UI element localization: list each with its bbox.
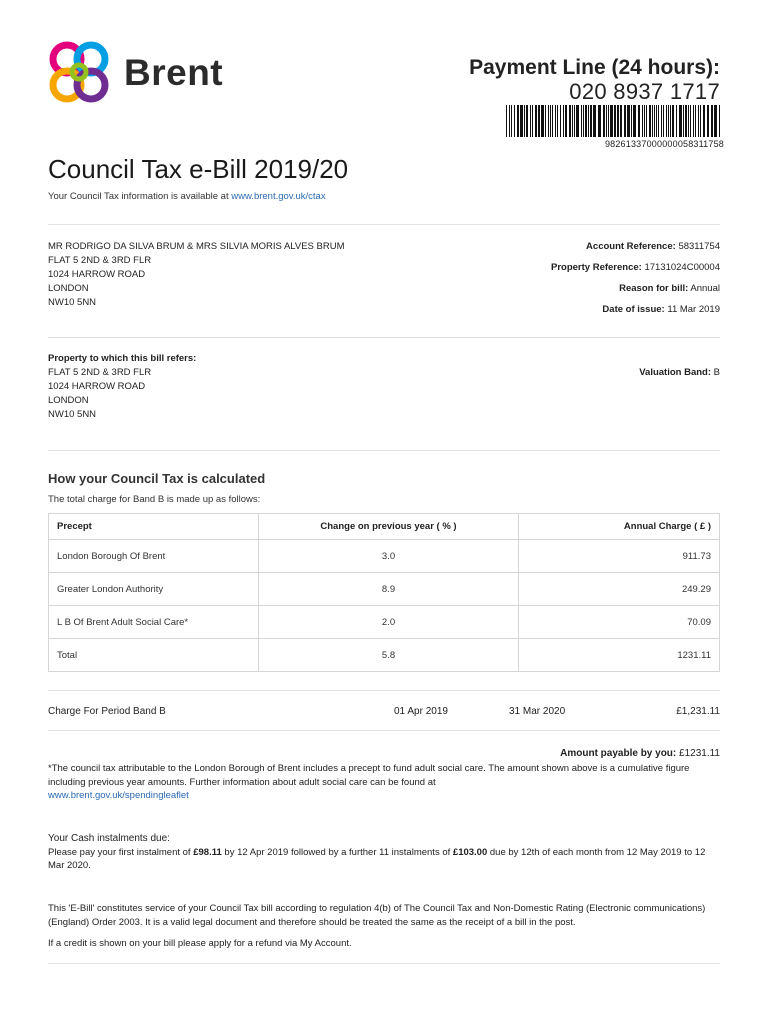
barcode-bar: [598, 105, 601, 137]
subtitle-text: Your Council Tax information is available at: [48, 191, 229, 202]
recipient-line: FLAT 5 2ND & 3RD FLR: [48, 255, 152, 266]
barcode-bar: [538, 105, 540, 137]
property-reference: Property Reference: 17131024C00004: [551, 262, 720, 273]
barcode-bar: [654, 105, 655, 137]
barcode-bar: [585, 105, 587, 137]
barcode-bar: [550, 105, 551, 137]
barcode-bar: [608, 105, 609, 137]
column-header: Annual Charge ( £ ): [519, 514, 720, 540]
barcode-bar: [563, 105, 564, 137]
column-header: Precept: [49, 514, 259, 540]
valuation-band: Valuation Band: B: [639, 367, 720, 378]
barcode-bar: [509, 105, 510, 137]
barcode-bar: [617, 105, 619, 137]
property-line: 1024 HARROW ROAD: [48, 381, 146, 392]
barcode-bar: [565, 105, 567, 137]
barcode-bar: [603, 105, 605, 137]
property-heading: Property to which this bill refers:: [48, 353, 197, 364]
barcode-bar: [627, 105, 630, 137]
barcode-bar: [560, 105, 561, 137]
barcode-bar: [606, 105, 607, 137]
barcode-bar: [557, 105, 558, 137]
barcode-bar: [661, 105, 662, 137]
property-line: FLAT 5 2ND & 3RD FLR: [48, 367, 152, 378]
barcode-bar: [719, 105, 720, 137]
instalments: [48, 832, 724, 873]
period-label: Charge For Period Band B: [48, 706, 166, 717]
barcode-bar: [541, 105, 544, 137]
barcode-bar: [663, 105, 664, 137]
divider: [48, 963, 720, 964]
divider: [48, 690, 720, 691]
barcode-bar: [520, 105, 523, 137]
legal-notice: This 'E-Bill' constitutes service of your Council Tax bill according to regulation 4(b) of The Council Tax and Non-Domestic Rating (Electronic communications) (England) Order 2003. It is a valid legal document and therefore should be treated the same as the receipt of a bill in the post.: [48, 903, 706, 928]
page-subtitle: [48, 191, 326, 202]
precept-table: [48, 513, 720, 672]
barcode-bar: [620, 105, 622, 137]
barcode-bar: [514, 105, 515, 137]
recipient-line: 1024 HARROW ROAD: [48, 269, 146, 280]
barcode-bar: [552, 105, 553, 137]
credit-notice: If a credit is shown on your bill please apply for a refund via My Account.: [48, 938, 352, 949]
recipient-line: LONDON: [48, 283, 89, 294]
barcode-bar: [693, 105, 694, 137]
barcode-number: 98261337000000058311758: [604, 139, 724, 149]
divider: [48, 224, 720, 225]
footnote-text: *The council tax attributable to the London Borough of Brent includes a precept to fund adult social care. The amount shown above is a cumulative figure including previous year amounts. Further information about adult social care can be found at: [48, 763, 690, 788]
barcode-bar: [590, 105, 592, 137]
table-header-row: [49, 514, 720, 540]
property-line: NW10 5NN: [48, 409, 97, 420]
adult-social-care-note: [48, 762, 724, 803]
divider: [48, 730, 720, 731]
barcode-bar: [610, 105, 613, 137]
barcode-bar: [588, 105, 589, 137]
account-reference: Account Reference: 58311754: [586, 241, 720, 252]
barcode-bar: [695, 105, 696, 137]
payment-line-label: Payment Line (24 hours):: [469, 56, 720, 79]
property-address: [48, 352, 196, 422]
precept-charge: 70.09: [519, 606, 720, 639]
precept-name: L B Of Brent Adult Social Care*: [49, 606, 259, 639]
barcode-bar: [517, 105, 519, 137]
barcode-bar: [569, 105, 571, 137]
barcode-bar: [656, 105, 657, 137]
instalments-text: Please pay your first instalment of £98.11 by 12 Apr 2019 followed by a further 11 instalments of £103.00 due by 12th of each month from 12 May 2019 to 12 Mar 2020.: [48, 846, 706, 871]
ctax-link[interactable]: www.brent.gov.uk/ctax: [231, 191, 326, 202]
barcode-bar: [614, 105, 616, 137]
barcode-bar: [548, 105, 549, 137]
instalments-heading: Your Cash instalments due:: [48, 833, 170, 844]
barcode-bar: [676, 105, 677, 137]
barcode-bar: [511, 105, 512, 137]
barcode-bar: [700, 105, 701, 137]
barcode-bar: [711, 105, 713, 137]
barcode-bar: [624, 105, 626, 137]
barcode-bar: [670, 105, 671, 137]
period-to: 31 Mar 2020: [509, 706, 566, 717]
barcode-bar: [698, 105, 699, 137]
barcode-bar: [572, 105, 573, 137]
precept-change: 2.0: [259, 606, 519, 639]
recipient-line: NW10 5NN: [48, 297, 97, 308]
barcode-bar: [524, 105, 525, 137]
barcode-bar: [576, 105, 579, 137]
barcode-bar: [703, 105, 705, 137]
precept-change: 8.9: [259, 573, 519, 606]
barcode-bar: [555, 105, 556, 137]
barcode-bar: [535, 105, 537, 137]
barcode-bar: [532, 105, 533, 137]
page-title: Council Tax e-Bill 2019/20: [48, 154, 349, 184]
calc-title: How your Council Tax is calculated: [48, 471, 266, 486]
barcode-bar: [714, 105, 717, 137]
barcode-bar: [685, 105, 687, 137]
barcode-bar: [583, 105, 584, 137]
barcode-bar: [593, 105, 596, 137]
divider: [48, 450, 720, 451]
table-row: [49, 573, 720, 606]
precept-change: 3.0: [259, 540, 519, 573]
barcode-bar: [574, 105, 575, 137]
barcode-bar: [672, 105, 674, 137]
recipient-address: [48, 240, 345, 310]
spending-leaflet-link[interactable]: www.brent.gov.uk/spendingleaflet: [48, 790, 189, 801]
barcode-bar: [526, 105, 528, 137]
property-line: LONDON: [48, 395, 89, 406]
divider: [48, 337, 720, 338]
barcode-bar: [690, 105, 691, 137]
barcode-bar: [646, 105, 647, 137]
precept-charge: 1231.11: [519, 639, 720, 672]
barcode-bar: [666, 105, 667, 137]
further-instalment: £103.00: [452, 846, 488, 858]
barcode-bar: [506, 105, 507, 137]
table-row: [49, 540, 720, 573]
barcode-bar: [581, 105, 582, 137]
precept-charge: 249.29: [519, 573, 720, 606]
first-instalment: £98.11: [193, 846, 222, 858]
barcode-bar: [658, 105, 659, 137]
precept-name: London Borough Of Brent: [49, 540, 259, 573]
reason-for-bill: Reason for bill: Annual: [619, 283, 720, 294]
barcode-bar: [631, 105, 632, 137]
payment-line-number: 020 8937 1717: [569, 79, 720, 104]
bill-meta: [551, 240, 720, 324]
column-header: Change on previous year ( % ): [259, 514, 519, 540]
barcode-bar: [683, 105, 684, 137]
amount-payable: Amount payable by you: £1231.11: [560, 748, 720, 759]
barcode: [506, 105, 724, 137]
barcode-bar: [545, 105, 546, 137]
barcode-bar: [649, 105, 651, 137]
barcode-bar: [688, 105, 689, 137]
barcode-bar: [679, 105, 682, 137]
date-of-issue: Date of issue: 11 Mar 2019: [602, 304, 720, 315]
recipient-name: MR RODRIGO DA SILVA BRUM & MRS SILVIA MORIS ALVES BRUM: [48, 241, 345, 252]
precept-name: Greater London Authority: [49, 573, 259, 606]
barcode-bar: [644, 105, 645, 137]
barcode-bar: [642, 105, 643, 137]
payment-line: [469, 56, 720, 104]
barcode-bar: [638, 105, 640, 137]
barcode-bar: [530, 105, 531, 137]
brand-name: Brent: [124, 52, 224, 93]
table-row-total: [49, 639, 720, 672]
barcode-bar: [668, 105, 669, 137]
barcode-bar: [633, 105, 636, 137]
barcode-bar: [652, 105, 653, 137]
precept-name: Total: [49, 639, 259, 672]
precept-change: 5.8: [259, 639, 519, 672]
precept-charge: 911.73: [519, 540, 720, 573]
calc-subtitle: The total charge for Band B is made up as follows:: [48, 494, 261, 505]
period-from: 01 Apr 2019: [394, 706, 448, 717]
table-row: [49, 606, 720, 639]
barcode-bar: [707, 105, 709, 137]
period-amount: £1,231.11: [676, 706, 720, 717]
